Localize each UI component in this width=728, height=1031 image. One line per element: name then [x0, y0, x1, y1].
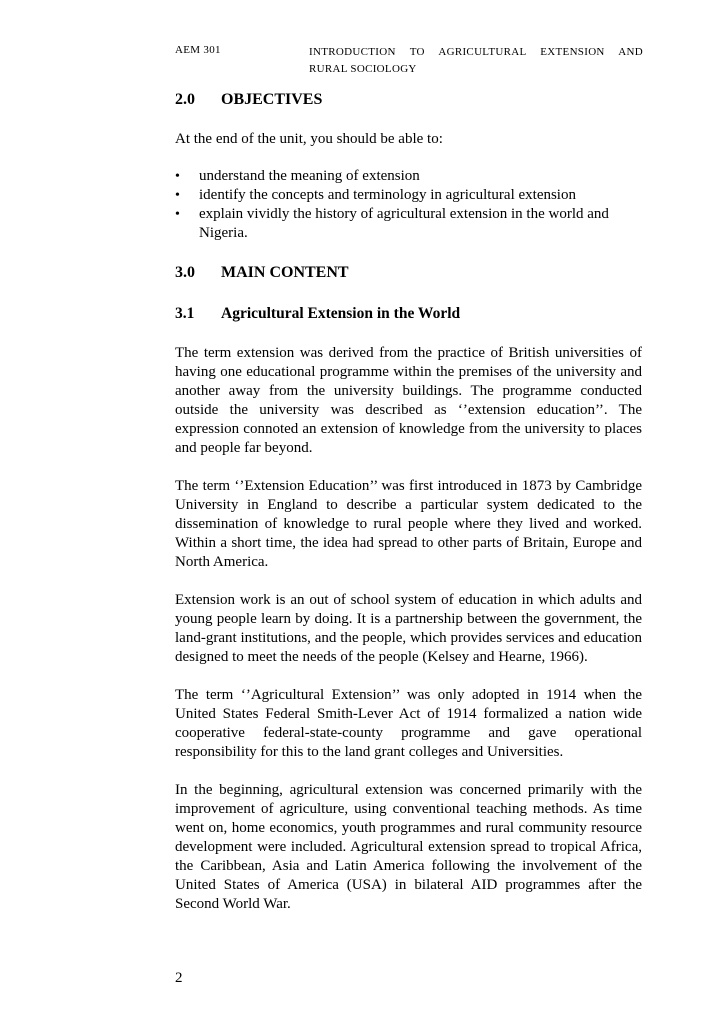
course-code: AEM 301 — [175, 44, 221, 56]
list-item-text: identify the concepts and terminology in agricultural extension — [199, 187, 576, 203]
objectives-intro: At the end of the unit, you should be able to: — [175, 131, 443, 147]
section-title: MAIN CONTENT — [221, 264, 349, 281]
objectives-heading — [175, 89, 642, 111]
section-number: 3.1 — [175, 305, 195, 322]
page-content — [175, 89, 642, 914]
bullet-icon: • — [175, 169, 180, 184]
list-item — [175, 205, 642, 243]
list-item-text: explain vividly the history of agricultural extension in the world and Nigeria. — [199, 206, 609, 241]
paragraph: The term extension was derived from the practice of British universities of having one educational programme within the premises of the university and another away from the university buildings. The programme conducted outside the university was described as ‘’extension education’’. The expression connoted an extension of knowledge from the university to places and people far beyond. — [175, 345, 642, 456]
section-title: Agricultural Extension in the World — [221, 305, 461, 322]
paragraph: Extension work is an out of school system of education in which adults and young people learn by doing. It is a partnership between the government, the land-grant institutions, and the people, which provides services and education designed to meet the needs of the people (Kelsey and Hearne, 1966). — [175, 592, 642, 665]
course-title-line-1: INTRODUCTION TO AGRICULTURAL EXTENSION AND — [309, 46, 643, 58]
subsection-heading — [175, 303, 642, 325]
page-number: 2 — [175, 970, 183, 986]
section-number: 3.0 — [175, 264, 195, 281]
course-title-line-2: RURAL SOCIOLOGY — [309, 63, 417, 75]
paragraph: The term ‘’Extension Education’’ was first introduced in 1873 by Cambridge University in England to describe a particular system dedicated to the dissemination of knowledge to rural people where they lived and worked. Within a short time, the idea had spread to other parts of Britain, Europe and North America. — [175, 478, 642, 570]
objectives-list — [175, 167, 642, 243]
list-item — [175, 186, 642, 205]
paragraph: The term ‘’Agricultural Extension’’ was only adopted in 1914 when the United States Federal Smith-Lever Act of 1914 formalized a nation wide cooperative federal-state-county programme and gave operational responsibility for this to the land grant colleges and Universities. — [175, 687, 642, 760]
list-item — [175, 167, 642, 186]
bullet-icon: • — [175, 207, 180, 222]
course-title — [309, 44, 643, 78]
paragraph: In the beginning, agricultural extension was concerned primarily with the improvement of agriculture, using conventional teaching methods. As time went on, home economics, youth programmes and rural community resource development were included. Agricultural extension spread to tropical Africa, the Caribbean, Asia and Latin America following the involvement of the United States of America (USA) in bilateral AID programmes after the Second World War. — [175, 782, 642, 912]
main-content-heading — [175, 262, 642, 284]
section-number: 2.0 — [175, 91, 195, 108]
section-title: OBJECTIVES — [221, 91, 323, 108]
list-item-text: understand the meaning of extension — [199, 168, 420, 184]
bullet-icon: • — [175, 188, 180, 203]
